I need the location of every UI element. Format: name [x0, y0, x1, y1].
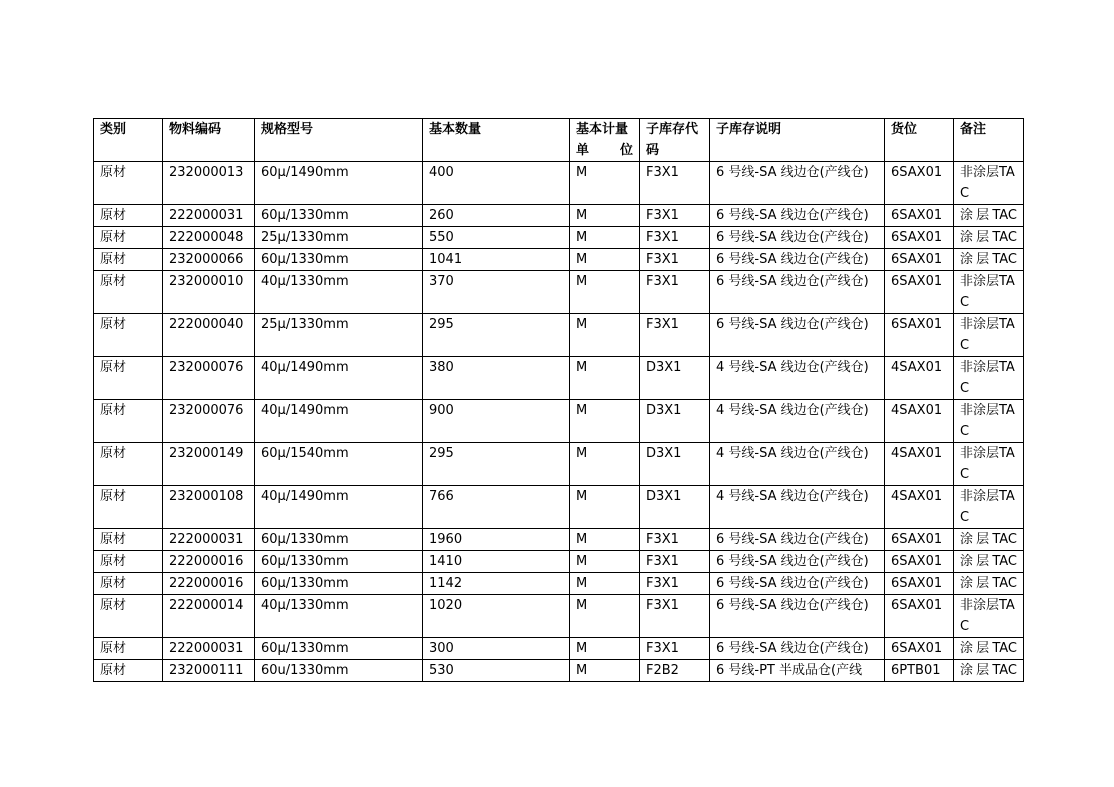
spec-model-cell: 25μ/1330mm [255, 227, 423, 249]
table-row [94, 357, 1024, 400]
location-cell: 6PTB01 [885, 660, 954, 682]
table-row [94, 400, 1024, 443]
subinventory-code-cell: F3X1 [640, 227, 710, 249]
unit-cell: M [570, 573, 640, 595]
remarks-cell: 涂层TAC [954, 638, 1024, 660]
base-quantity-cell: 1041 [423, 249, 570, 271]
base-quantity-cell: 295 [423, 314, 570, 357]
spec-model-cell: 60μ/1490mm [255, 162, 423, 205]
base-quantity-cell: 550 [423, 227, 570, 249]
subinventory-desc-cell: 6 号线-SA 线边仓(产线仓) [710, 314, 885, 357]
subinventory-code-cell: D3X1 [640, 486, 710, 529]
subinventory-desc-cell: 4 号线-SA 线边仓(产线仓) [710, 357, 885, 400]
base-quantity-cell: 900 [423, 400, 570, 443]
category-cell: 原材 [94, 249, 163, 271]
spec-model-cell: 40μ/1330mm [255, 271, 423, 314]
subinventory-desc-cell: 6 号线-SA 线边仓(产线仓) [710, 573, 885, 595]
material-code-cell: 222000031 [163, 638, 255, 660]
material-code-cell: 232000076 [163, 357, 255, 400]
material-code-cell: 232000076 [163, 400, 255, 443]
base-quantity-cell: 530 [423, 660, 570, 682]
base-quantity-cell: 295 [423, 443, 570, 486]
table-row [94, 227, 1024, 249]
subinventory-code-cell: F3X1 [640, 162, 710, 205]
spec-model-cell: 25μ/1330mm [255, 314, 423, 357]
subinventory-code-cell: D3X1 [640, 400, 710, 443]
spec-model-cell: 60μ/1330mm [255, 573, 423, 595]
location-cell: 4SAX01 [885, 443, 954, 486]
location-cell: 4SAX01 [885, 357, 954, 400]
spec-model-cell: 60μ/1330mm [255, 529, 423, 551]
subinventory-code-cell: F3X1 [640, 573, 710, 595]
table-row [94, 529, 1024, 551]
spec-model-cell: 60μ/1330mm [255, 638, 423, 660]
header-subinventory-desc: 子库存说明 [710, 119, 885, 162]
header-base-quantity: 基本数量 [423, 119, 570, 162]
subinventory-desc-cell: 4 号线-SA 线边仓(产线仓) [710, 486, 885, 529]
base-quantity-cell: 766 [423, 486, 570, 529]
base-quantity-cell: 1142 [423, 573, 570, 595]
subinventory-code-cell: F3X1 [640, 205, 710, 227]
category-cell: 原材 [94, 660, 163, 682]
category-cell: 原材 [94, 162, 163, 205]
subinventory-desc-cell: 4 号线-SA 线边仓(产线仓) [710, 400, 885, 443]
header-base-unit: 基本计量单位 [570, 119, 640, 162]
location-cell: 6SAX01 [885, 638, 954, 660]
location-cell: 4SAX01 [885, 486, 954, 529]
header-material-code: 物料编码 [163, 119, 255, 162]
unit-cell: M [570, 249, 640, 271]
location-cell: 6SAX01 [885, 271, 954, 314]
category-cell: 原材 [94, 400, 163, 443]
subinventory-desc-cell: 6 号线-SA 线边仓(产线仓) [710, 271, 885, 314]
location-cell: 6SAX01 [885, 595, 954, 638]
unit-cell: M [570, 529, 640, 551]
material-code-cell: 222000031 [163, 205, 255, 227]
subinventory-code-cell: F3X1 [640, 595, 710, 638]
unit-cell: M [570, 162, 640, 205]
category-cell: 原材 [94, 595, 163, 638]
remarks-cell: 非涂层TAC [954, 595, 1024, 638]
inventory-table [93, 118, 1024, 682]
location-cell: 6SAX01 [885, 162, 954, 205]
spec-model-cell: 60u/1330mm [255, 660, 423, 682]
remarks-cell: 非涂层TAC [954, 357, 1024, 400]
remarks-cell: 涂层TAC [954, 249, 1024, 271]
table-row [94, 314, 1024, 357]
location-cell: 6SAX01 [885, 249, 954, 271]
subinventory-desc-cell: 6 号线-SA 线边仓(产线仓) [710, 595, 885, 638]
base-quantity-cell: 370 [423, 271, 570, 314]
subinventory-code-cell: F3X1 [640, 271, 710, 314]
remarks-cell: 非涂层TAC [954, 271, 1024, 314]
remarks-cell: 涂层TAC [954, 205, 1024, 227]
material-code-cell: 222000014 [163, 595, 255, 638]
spec-model-cell: 60μ/1330mm [255, 551, 423, 573]
material-code-cell: 222000016 [163, 573, 255, 595]
material-code-cell: 222000048 [163, 227, 255, 249]
subinventory-desc-cell: 6 号线-SA 线边仓(产线仓) [710, 205, 885, 227]
table-row [94, 573, 1024, 595]
location-cell: 6SAX01 [885, 227, 954, 249]
spec-model-cell: 40μ/1490mm [255, 400, 423, 443]
table-row [94, 486, 1024, 529]
unit-cell: M [570, 486, 640, 529]
category-cell: 原材 [94, 205, 163, 227]
unit-cell: M [570, 357, 640, 400]
remarks-cell: 涂层TAC [954, 660, 1024, 682]
header-row [94, 119, 1024, 162]
subinventory-desc-cell: 6 号线-SA 线边仓(产线仓) [710, 227, 885, 249]
remarks-cell: 非涂层TAC [954, 486, 1024, 529]
remarks-cell: 涂层TAC [954, 529, 1024, 551]
table-row [94, 249, 1024, 271]
table-row [94, 551, 1024, 573]
table-row [94, 638, 1024, 660]
category-cell: 原材 [94, 529, 163, 551]
table-row [94, 660, 1024, 682]
table-body [94, 162, 1024, 682]
spec-model-cell: 40μ/1490mm [255, 357, 423, 400]
material-code-cell: 232000111 [163, 660, 255, 682]
base-quantity-cell: 400 [423, 162, 570, 205]
location-cell: 6SAX01 [885, 551, 954, 573]
material-code-cell: 232000149 [163, 443, 255, 486]
unit-cell: M [570, 551, 640, 573]
material-code-cell: 232000010 [163, 271, 255, 314]
material-code-cell: 222000031 [163, 529, 255, 551]
subinventory-code-cell: F2B2 [640, 660, 710, 682]
remarks-cell: 非涂层TAC [954, 162, 1024, 205]
remarks-cell: 非涂层TAC [954, 400, 1024, 443]
category-cell: 原材 [94, 638, 163, 660]
remarks-cell: 涂层TAC [954, 227, 1024, 249]
subinventory-code-cell: F3X1 [640, 249, 710, 271]
base-quantity-cell: 300 [423, 638, 570, 660]
remarks-cell: 非涂层TAC [954, 314, 1024, 357]
table-row [94, 443, 1024, 486]
header-remarks: 备注 [954, 119, 1024, 162]
category-cell: 原材 [94, 551, 163, 573]
material-code-cell: 232000066 [163, 249, 255, 271]
remarks-cell: 非涂层TAC [954, 443, 1024, 486]
unit-cell: M [570, 314, 640, 357]
table-row [94, 162, 1024, 205]
subinventory-code-cell: F3X1 [640, 551, 710, 573]
unit-cell: M [570, 227, 640, 249]
subinventory-desc-cell: 6 号线-PT 半成品仓(产线 [710, 660, 885, 682]
table-row [94, 271, 1024, 314]
material-code-cell: 232000013 [163, 162, 255, 205]
spec-model-cell: 40μ/1490mm [255, 486, 423, 529]
subinventory-code-cell: D3X1 [640, 357, 710, 400]
location-cell: 4SAX01 [885, 400, 954, 443]
subinventory-desc-cell: 6 号线-SA 线边仓(产线仓) [710, 529, 885, 551]
material-code-cell: 222000016 [163, 551, 255, 573]
category-cell: 原材 [94, 271, 163, 314]
header-spec-model: 规格型号 [255, 119, 423, 162]
spec-model-cell: 60μ/1330mm [255, 205, 423, 227]
unit-cell: M [570, 660, 640, 682]
category-cell: 原材 [94, 227, 163, 249]
spec-model-cell: 60μ/1330mm [255, 249, 423, 271]
remarks-cell: 涂层TAC [954, 573, 1024, 595]
subinventory-code-cell: F3X1 [640, 529, 710, 551]
location-cell: 6SAX01 [885, 205, 954, 227]
table-header [94, 119, 1024, 162]
table-row [94, 595, 1024, 638]
category-cell: 原材 [94, 357, 163, 400]
base-quantity-cell: 260 [423, 205, 570, 227]
location-cell: 6SAX01 [885, 314, 954, 357]
unit-cell: M [570, 638, 640, 660]
location-cell: 6SAX01 [885, 573, 954, 595]
material-code-cell: 222000040 [163, 314, 255, 357]
header-subinventory-code: 子库存代码 [640, 119, 710, 162]
subinventory-desc-cell: 6 号线-SA 线边仓(产线仓) [710, 551, 885, 573]
spec-model-cell: 60μ/1540mm [255, 443, 423, 486]
unit-cell: M [570, 271, 640, 314]
unit-cell: M [570, 400, 640, 443]
header-location: 货位 [885, 119, 954, 162]
category-cell: 原材 [94, 486, 163, 529]
unit-cell: M [570, 443, 640, 486]
base-quantity-cell: 1410 [423, 551, 570, 573]
subinventory-desc-cell: 6 号线-SA 线边仓(产线仓) [710, 249, 885, 271]
base-quantity-cell: 1960 [423, 529, 570, 551]
material-code-cell: 232000108 [163, 486, 255, 529]
unit-cell: M [570, 595, 640, 638]
header-category: 类别 [94, 119, 163, 162]
subinventory-desc-cell: 4 号线-SA 线边仓(产线仓) [710, 443, 885, 486]
base-quantity-cell: 380 [423, 357, 570, 400]
subinventory-code-cell: D3X1 [640, 443, 710, 486]
spec-model-cell: 40μ/1330mm [255, 595, 423, 638]
table-row [94, 205, 1024, 227]
base-quantity-cell: 1020 [423, 595, 570, 638]
category-cell: 原材 [94, 443, 163, 486]
subinventory-desc-cell: 6 号线-SA 线边仓(产线仓) [710, 638, 885, 660]
category-cell: 原材 [94, 573, 163, 595]
remarks-cell: 涂层TAC [954, 551, 1024, 573]
subinventory-code-cell: F3X1 [640, 314, 710, 357]
category-cell: 原材 [94, 314, 163, 357]
location-cell: 6SAX01 [885, 529, 954, 551]
unit-cell: M [570, 205, 640, 227]
subinventory-desc-cell: 6 号线-SA 线边仓(产线仓) [710, 162, 885, 205]
subinventory-code-cell: F3X1 [640, 638, 710, 660]
